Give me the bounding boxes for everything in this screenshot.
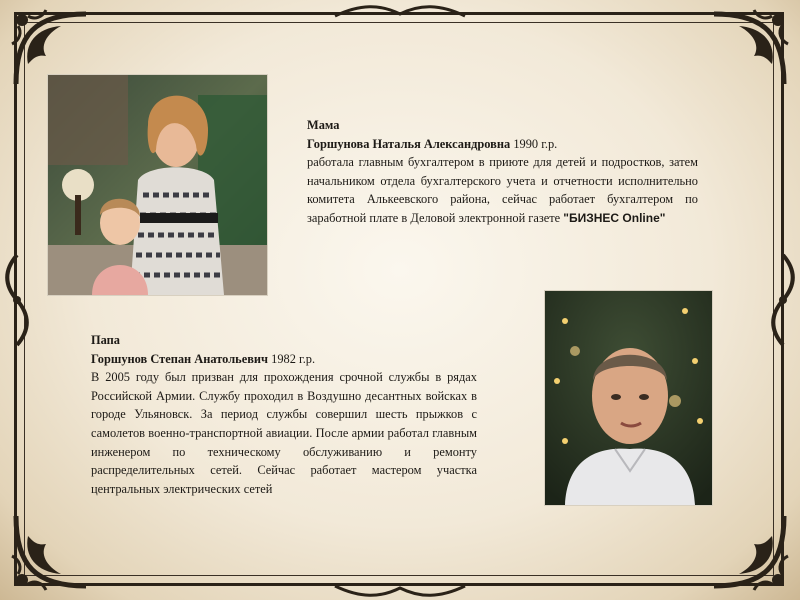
papa-photo xyxy=(544,290,713,506)
mama-newspaper: "БИЗНЕС Online" xyxy=(563,210,666,225)
corner-ornament-bottom-right xyxy=(704,506,794,596)
papa-heading: Папа xyxy=(91,333,121,347)
mama-year: 1990 г.р. xyxy=(513,136,558,151)
papa-year: 1982 г.р. xyxy=(271,351,316,366)
mama-text xyxy=(307,116,698,228)
corner-ornament-top-right xyxy=(704,4,794,94)
bottom-ornament-center xyxy=(330,578,470,600)
side-ornament-right xyxy=(768,250,798,350)
papa-name: Горшунов Степан Анатольевич xyxy=(91,351,269,366)
papa-bio: В 2005 году был призван для прохождения срочной службы в рядах Российской Армии. Службу проходил в Воздушно десантных войсках в городе Ульяновск. За период службы совершил шесть прыжков с самолетов военно-транспортной авиации. После армии работал главным инженером по техническому обслуживанию и ремонту распределительных сетей. Сейчас работает мастером участка центральных электрических сетей xyxy=(91,370,477,496)
top-ornament-center xyxy=(330,2,470,24)
mama-heading: Мама xyxy=(307,118,340,132)
mama-bio: работала главным бухгалтером в приюте для детей и подростков, затем начальником отдела бухгалтерского учета и отчетности исполнительно комитета Алькеевского района, сейчас работает бухгалтером по заработной плате в Деловой электронной газете xyxy=(307,155,698,225)
corner-ornament-bottom-left xyxy=(6,506,96,596)
mama-name: Горшунова Наталья Александровна xyxy=(307,136,511,151)
mama-photo xyxy=(47,74,268,296)
side-ornament-left xyxy=(2,250,32,350)
papa-text xyxy=(91,331,477,498)
